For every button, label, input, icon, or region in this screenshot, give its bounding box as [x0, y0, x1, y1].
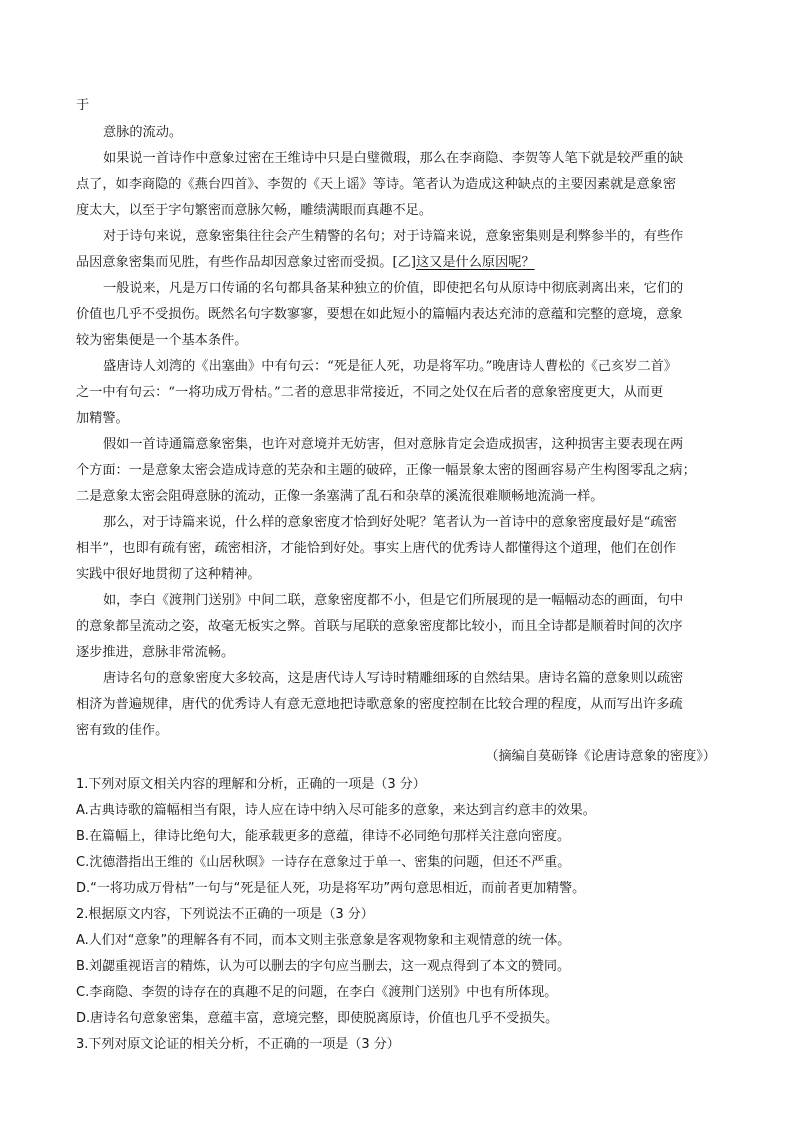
passage-line-20: 的意象都呈流动之姿，故毫无板实之弊。首联与尾联的意象密度都比较小，而且全诗都是顺着时间的次序 [76, 619, 683, 634]
section-marker-yi: [乙] [392, 255, 416, 270]
page-fragment-top: 于 [76, 98, 90, 113]
passage-line-1: 意脉的流动。 [103, 125, 183, 140]
passage-line-13: 假如一首诗通篇意象密集，也许对意境并无妨害，但对意脉肯定会造成损害，这种损害主要表现在两 [103, 437, 684, 452]
passage-line-16: 那么，对于诗篇来说，什么样的意象密度才恰到好处呢？笔者认为一首诗中的意象密度最好是“疏密 [103, 515, 677, 530]
passage-line-18: 实践中很好地贯彻了这种精神。 [76, 567, 261, 582]
question-1-option-c[interactable]: C.沈德潜指出王维的《山居秋暝》一诗存在意象过于单一、密集的问题，但还不严重。 [76, 855, 571, 870]
question-2-stem: 2.根据原文内容，下列说法不正确的一项是（3 分） [76, 907, 374, 922]
question-1-stem: 1.下列对原文相关内容的理解和分析，正确的一项是（3 分） [76, 777, 426, 792]
passage-line-10: 盛唐诗人刘湾的《出塞曲》中有句云：“死是征人死，功是将军功。”晚唐诗人曹松的《己亥岁二首》 [103, 359, 677, 374]
question-3-stem: 3.下列对原文论证的相关分析，不正确的一项是（3 分） [76, 1037, 400, 1052]
passage-line-19: 如，李白《渡荆门送别》中间二联，意象密度都不小，但是它们所展现的是一幅幅动态的画面，句中 [103, 593, 684, 608]
passage-line-6-text: 品因意象密集而见胜，有些作品却因意象过密而受损。 [76, 255, 393, 270]
passage-line-12: 加精警。 [76, 411, 129, 426]
passage-line-2: 如果说一首诗作中意象过密在王维诗中只是白璧微瑕，那么在李商隐、李贺等人笔下就是较严重的缺 [103, 151, 684, 166]
passage-line-5: 对于诗句来说，意象密集往往会产生精警的名句；对于诗篇来说，意象密集则是利弊参半的，有些作 [103, 229, 684, 244]
question-1-option-d[interactable]: D.“一将功成万骨枯”一句与“死是征人死，功是将军功”两句意思相近，而前者更加精警。 [76, 881, 586, 896]
passage-line-7: 一般说来，凡是万口传诵的名句都具备某种独立的价值，即使把名句从原诗中彻底剥离出来，它们的 [103, 281, 684, 296]
passage-line-15: 二是意象太密会阻碍意脉的流动，正像一条塞满了乱石和杂草的溪流很难顺畅地流淌一样。 [76, 489, 604, 504]
question-2-option-b[interactable]: B.刘勰重视语言的精炼，认为可以删去的字句应当删去，这一观点得到了本文的赞同。 [76, 959, 571, 974]
question-2-option-d[interactable]: D.唐诗名句意象密集，意蕴丰富，意境完整，即使脱离原诗，价值也几乎不受损失。 [76, 1011, 559, 1026]
underlined-question: 这又是什么原因呢？ [415, 255, 535, 270]
passage-line-9: 较为密集便是一个基本条件。 [76, 333, 248, 348]
question-2-option-c[interactable]: C.李商隐、李贺的诗存在的真趣不足的问题，在李白《渡荆门送别》中也有所体现。 [76, 985, 558, 1000]
passage-line-21: 逐步推进，意脉非常流畅。 [76, 645, 235, 660]
passage-line-8: 价值也几乎不受损伤。既然名句字数寥寥，要想在如此短小的篇幅内表达充沛的意蕴和完整的意境，意象 [76, 307, 683, 322]
passage-line-24: 密有致的佳作。 [76, 723, 169, 738]
passage-line-11: 之一中有句云：“一将功成万骨枯。”二者的意思非常接近，不同之处仅在后者的意象密度更大，从而更 [76, 385, 664, 400]
passage-line-17: 相半”，也即有疏有密，疏密相济，才能恰到好处。事实上唐代的优秀诗人都懂得这个道理，他们在创作 [76, 541, 677, 556]
passage-line-14: 个方面：一是意象太密会造成诗意的芜杂和主题的破碎，正像一幅景象太密的图画容易产生构图零乱之病； [76, 463, 696, 478]
passage-line-22: 唐诗名句的意象密度大多较高，这是唐代诗人写诗时精雕细琢的自然结果。唐诗名篇的意象则以疏密 [103, 671, 684, 686]
passage-line-6 [76, 254, 535, 272]
question-1-option-a[interactable]: A.古典诗歌的篇幅相当有限，诗人应在诗中纳入尽可能多的意象，来达到言约意丰的效果。 [76, 803, 596, 818]
question-2-option-a[interactable]: A.人们对“意象”的理解各有不同，而本文则主张意象是客观物象和主观情意的统一体。 [76, 933, 571, 948]
passage-line-4: 度太大，以至于字句繁密而意脉欠畅，雕绩满眼而真趣不足。 [76, 203, 433, 218]
source-citation: （摘编自莫砺锋《论唐诗意象的密度》） [485, 749, 716, 764]
passage-line-3: 点了，如李商隐的《燕台四首》、李贺的《天上谣》等诗。笔者认为造成这种缺点的主要因素就是意象密 [76, 177, 677, 192]
passage-line-23: 相济为普遍规律，唐代的优秀诗人有意无意地把诗歌意象的密度控制在比较合理的程度，从而写出许多疏 [76, 697, 683, 712]
question-1-option-b[interactable]: B.在篇幅上，律诗比绝句大，能承载更多的意蕴，律诗不必同绝句那样关注意向密度。 [76, 829, 571, 844]
